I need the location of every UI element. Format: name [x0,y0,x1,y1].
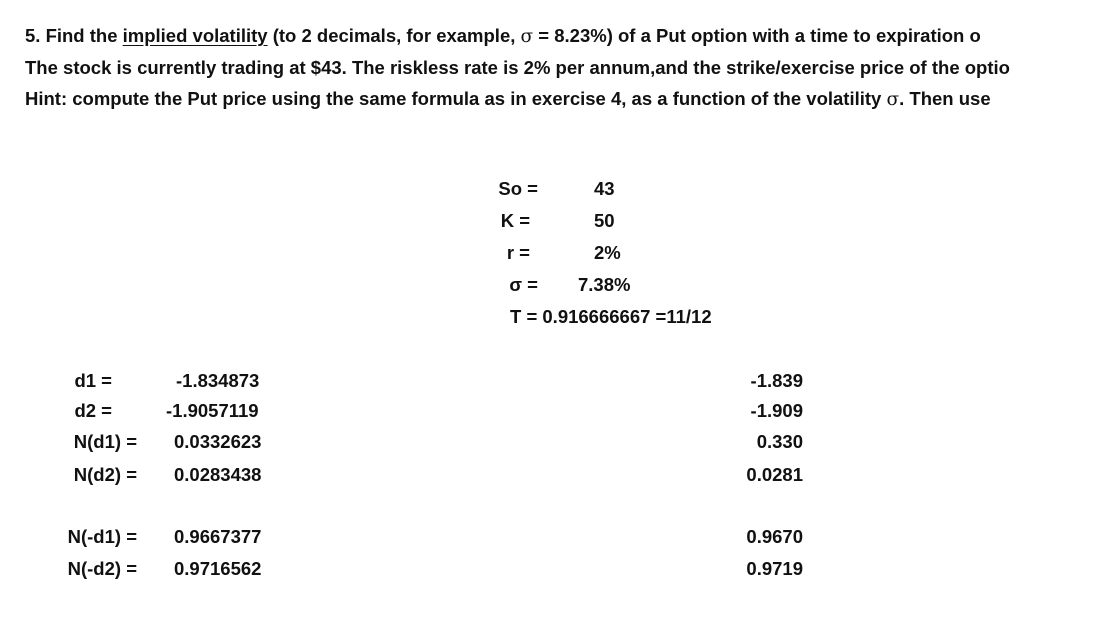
n-minus-d1-label: N(-d1) = [67,526,137,547]
r-label: r = [506,242,530,263]
n-d2-rounded: 0.0281 [746,464,803,485]
n-d1-rounded: 0.330 [756,431,803,452]
n-d1-value: 0.0332623 [174,431,262,452]
n-minus-d2-label: N(-d2) = [67,558,137,579]
sigma-label: σ = [509,274,538,295]
sigma-symbol: σ [886,89,900,110]
so-label: So = [498,178,538,199]
n-d2-label: N(d2) = [73,464,137,485]
n-minus-d2-rounded: 0.9719 [746,558,803,579]
n-minus-d1-rounded: 0.9670 [746,526,803,547]
d2-rounded: -1.909 [750,400,803,421]
problem-line-1-mid: (to 2 decimals, for example, [267,25,521,46]
problem-statement [25,20,1104,115]
problem-line-1-prefix: 5. Find the [25,25,123,46]
t-line: T = 0.916666667 =11/12 [510,306,712,327]
sigma-symbol: σ [520,26,534,47]
so-value: 43 [594,178,615,199]
implied-volatility-term: implied volatility [122,25,268,46]
n-d1-label: N(d1) = [73,431,137,452]
problem-line-2: The stock is currently trading at $43. The riskless rate is 2% per annum,and the strike/exercise price of the optio [25,56,1010,78]
parameters-block [490,178,790,333]
problem-line-3 [25,83,1104,115]
n-d2-value: 0.0283438 [174,464,262,485]
sigma-value: 7.38% [578,274,631,295]
n-minus-d2-value: 0.9716562 [174,558,262,579]
d2-value: -1.9057119 [166,400,259,421]
k-value: 50 [594,210,615,231]
k-label: K = [500,210,530,231]
problem-line-1 [25,20,1104,52]
d1-value: -1.834873 [176,370,260,391]
problem-line-3-prefix: Hint: compute the Put price using the same formula as in exercise 4, as a function of the volatility [25,88,887,109]
r-value: 2% [594,242,621,263]
d1-rounded: -1.839 [750,370,803,391]
d2-label: d2 = [74,400,112,421]
n-minus-d1-value: 0.9667377 [174,526,262,547]
problem-line-3-suffix: . Then use [899,88,991,109]
d1-label: d1 = [74,370,112,391]
problem-line-1-suffix: = 8.23%) of a Put option with a time to expiration o [533,25,981,46]
